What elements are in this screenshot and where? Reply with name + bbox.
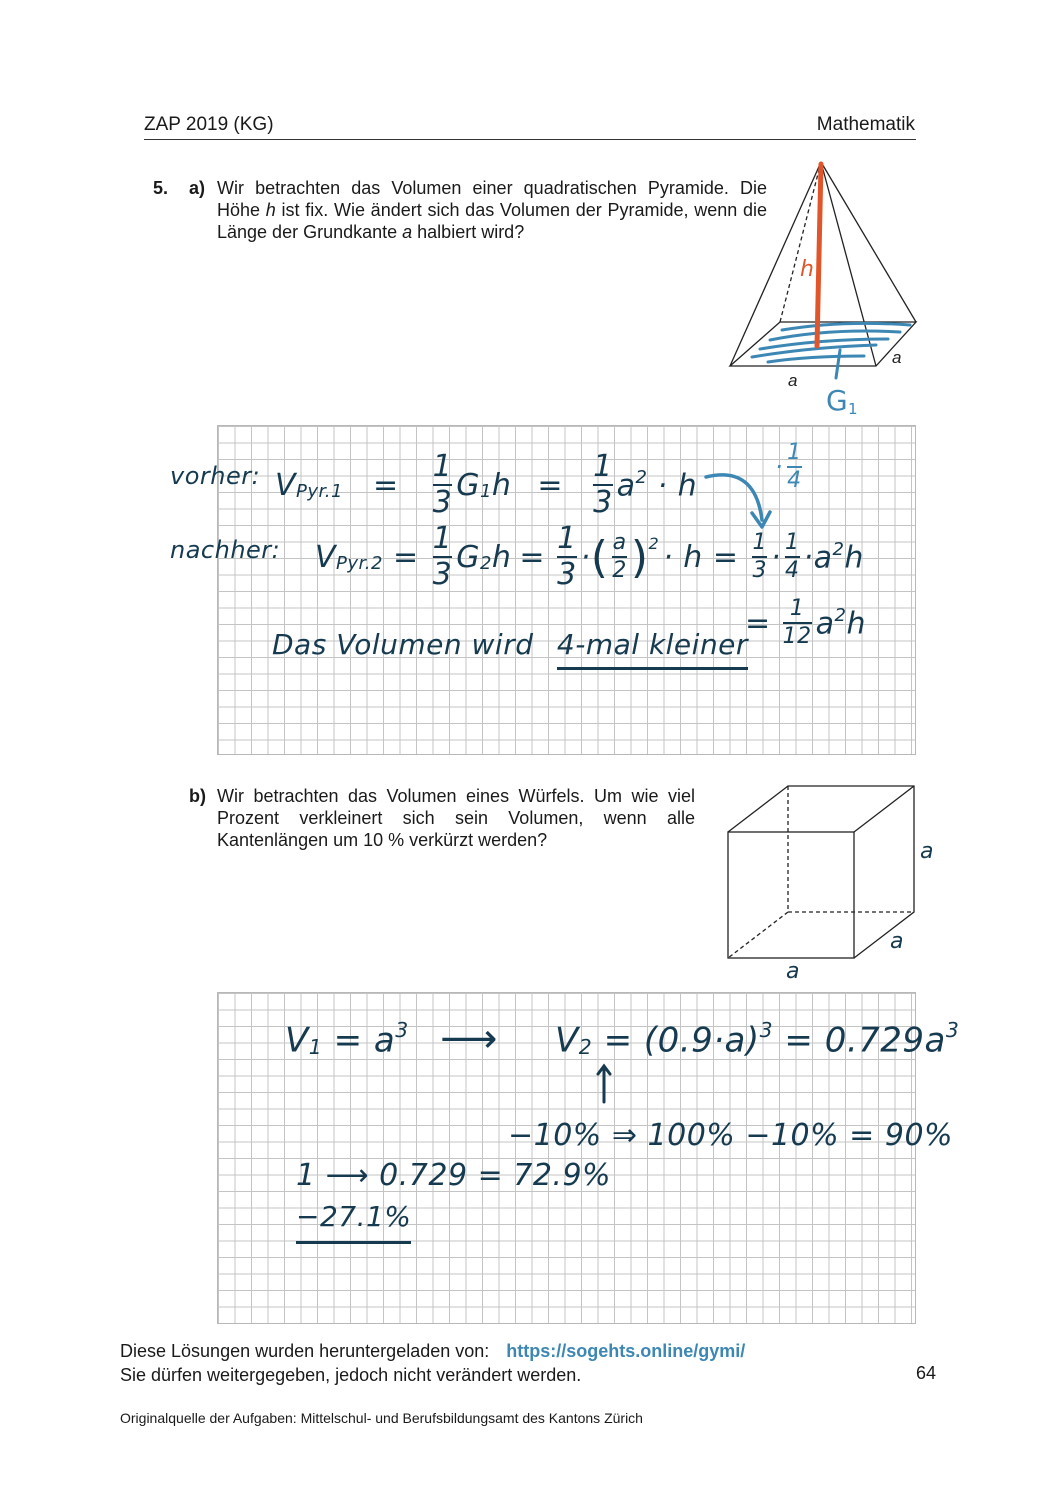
part-b-label: b) [189, 786, 206, 806]
page-number: 64 [915, 1363, 936, 1383]
equals: = [372, 467, 399, 503]
part-a-text-2: ist fix. Wie ändert sich das Volumen der Pyramide, wenn die Länge der Grundkante [217, 200, 767, 242]
equals: = [392, 539, 419, 575]
cube-height-label: a [920, 839, 934, 864]
fraction-one-third: $\frac{1}{3}$ [593, 449, 613, 520]
front-edge-label: a [788, 371, 798, 390]
quarter-factor [775, 442, 806, 492]
fraction-one-twelfth: $\frac{1}{12}$ [782, 596, 812, 649]
part-a-label: a) [189, 178, 206, 198]
equals: = [712, 539, 739, 575]
dot: · [770, 539, 782, 575]
fraction-one-quarter: $\frac{1}{4}$ [787, 440, 802, 493]
base-area-label: G [826, 384, 848, 417]
source-credit: Originalquelle der Aufgaben: Mittelschul- und Berufsbildungsamt des Kantons Zürich [120, 1410, 643, 1426]
cube-depth-label: a [890, 929, 904, 954]
footer-license-note: Sie dürfen weitergegeben, jedoch nicht verändert werden. [120, 1365, 582, 1385]
a2h-term: $a^2h$ [815, 604, 866, 642]
conclusion-a [272, 628, 748, 661]
header-exam-title: ZAP 2019 (KG) [144, 114, 274, 135]
cube-figure [720, 778, 960, 988]
header-subject: Mathematik [816, 114, 915, 135]
volume-ratio: 1 ⟶ 0.729 = 72.9% [296, 1158, 612, 1193]
height-line [817, 164, 821, 346]
fraction-a-half: $\frac{a}{2}$ [612, 530, 627, 583]
cube-front-face [728, 832, 854, 958]
arrow-right: ⟶ [440, 1016, 498, 1062]
dot: · [775, 453, 784, 481]
formula-after [315, 521, 864, 592]
fraction-one-quarter: $\frac{1}{4}$ [785, 530, 800, 583]
after-label: nachher: [170, 536, 281, 564]
fraction-one-third: $\frac{1}{3}$ [432, 521, 453, 592]
g1-term: $G_1h$ [456, 467, 512, 503]
side-edge-label: a [892, 348, 902, 367]
dot: · [580, 539, 591, 575]
formula-before [275, 449, 698, 520]
dot: · [803, 539, 814, 575]
equals: = [745, 605, 771, 641]
paren-open: ( [590, 531, 609, 583]
up-arrow [594, 1062, 614, 1104]
base-hatching [752, 323, 910, 378]
part-a-question [217, 177, 767, 243]
conclusion-underlined: 4-mal kleiner [557, 628, 748, 670]
part-a-text-1: Wir betrachten das Volumen einer quadratischen Pyramide. Die Höhe [217, 178, 767, 220]
cube-volume-after: $V_2 = (0.9\cdot a)^3 = 0.729a^3$ [555, 1018, 960, 1061]
part-a-text-3: halbiert wird? [412, 222, 525, 242]
part-b-question: Wir betrachten das Volumen eines Würfels. Um wie viel Prozent verkleinert sich sein Volumen, wenn alle Kantenlängen um 10 % verkürzt werden? [217, 786, 695, 850]
footer-line-1: Diese Lösungen wurden heruntergeladen von: [120, 1341, 490, 1361]
height-label: h [800, 257, 814, 282]
cube-width-label: a [786, 959, 800, 984]
g2-term: $G_2h$ [456, 539, 512, 575]
fraction-one-third: $\frac{1}{3}$ [432, 449, 453, 520]
before-label: vorher: [170, 462, 261, 490]
equals: = [519, 539, 546, 575]
dot-h: · h [663, 539, 703, 575]
fraction-one-third: $\frac{1}{3}$ [752, 530, 767, 583]
footer-download-note [120, 1339, 745, 1363]
a-squared-h: $a^2 \cdot h$ [616, 466, 698, 504]
pyramid-figure [720, 150, 940, 420]
base-area-sub: 1 [848, 400, 858, 418]
result-twelfth [745, 598, 866, 648]
percent-reduction: −10% ⇒ 100% −10% = 90% [508, 1118, 954, 1153]
a2h-term: $a^2h$ [813, 538, 864, 576]
var-h: h [265, 200, 276, 220]
footer-link[interactable]: https://sogehts.online/gymi/ [506, 1341, 746, 1361]
header-divider [144, 139, 916, 140]
task-number: 5. [153, 178, 169, 198]
paren-close: ) [630, 531, 649, 583]
v-before: $V_{Pyr.1}$ [275, 467, 343, 503]
final-answer: −27.1% [296, 1200, 411, 1244]
conclusion-text: Das Volumen wird [272, 628, 534, 661]
square-exponent: 2 [648, 533, 660, 553]
v-after: $V_{Pyr.2}$ [315, 539, 383, 575]
pyramid-base [730, 322, 916, 366]
cube-volume-before: $V_1 = a^3$ [285, 1018, 409, 1061]
var-a: a [402, 222, 413, 242]
fraction-one-third: $\frac{1}{3}$ [557, 521, 577, 592]
equals: = [537, 467, 564, 503]
